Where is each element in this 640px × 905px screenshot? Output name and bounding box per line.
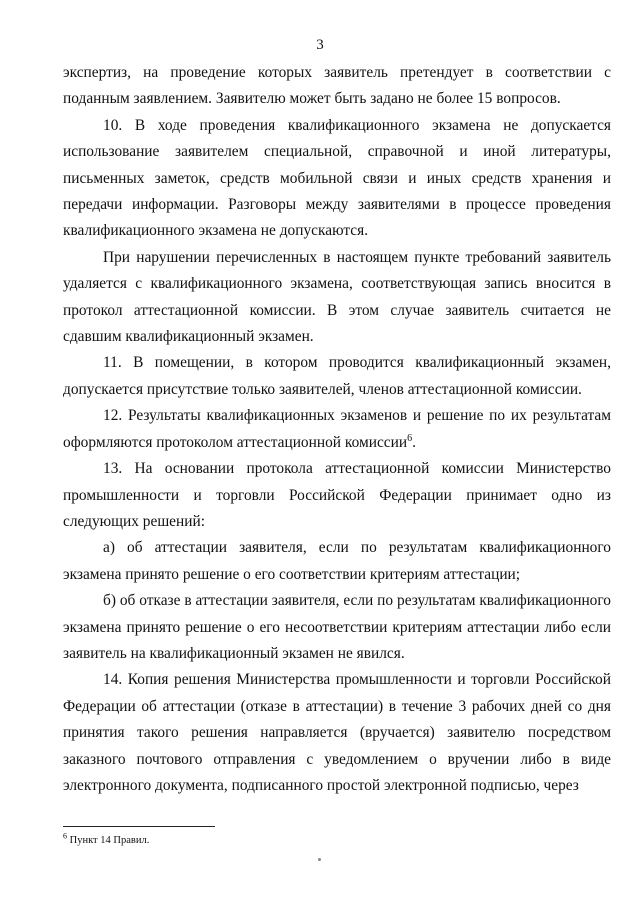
- document-body: [63, 60, 611, 799]
- paragraph-item-12: [63, 403, 611, 456]
- page-number: 3: [316, 37, 324, 53]
- footnote-mark: 6: [63, 831, 67, 841]
- paragraph-item-10: 10. В ходе проведения квалификационного экзамена не допускается использование заявителем специальной, справочной и иной литературы, письменных заметок, средств мобильной связи и иных средств хранения и передачи информации. Разговоры между заявителями в процессе проведения квалификационного экзамена не допускаются.: [63, 116, 611, 240]
- paragraph-item-12-text: 12. Результаты квалификационных экзаменов и решение по их результатам оформляются протоколом аттестационной комиссии: [63, 407, 611, 451]
- footnote: [63, 831, 150, 847]
- scan-speck: [318, 858, 321, 861]
- footnote-divider: [63, 826, 215, 827]
- paragraph-item-11: 11. В помещении, в котором проводится квалификационный экзамен, допускается присутствие только заявителей, членов аттестационной комиссии.: [63, 354, 611, 398]
- footnote-text: Пункт 14 Правил.: [67, 835, 150, 846]
- paragraph-continuation: экспертиз, на проведение которых заявитель претендует в соответствии с поданным заявлением. Заявителю может быть задано не более 15 вопросов.: [63, 64, 611, 108]
- paragraph-item-14: 14. Копия решения Министерства промышленности и торговли Российской Федерации об аттестации (отказе в аттестации) в течение 3 рабочих дней со дня принятия такого решения направляется (вручается) заявителю посредством заказного почтового отправления с уведомлением о вручении либо в виде электронного документа, подписанного простой электронной подписью, через: [63, 671, 611, 794]
- paragraph-item-12-end: .: [412, 433, 416, 451]
- paragraph-item-13b: б) об отказе в аттестации заявителя, если по результатам квалификационного экзамена принято решение о его несоответствии критериям аттестации либо если заявитель на квалификационный экзамен не явился.: [63, 592, 611, 662]
- paragraph-item-13: 13. На основании протокола аттестационной комиссии Министерство промышленности и торговли Российской Федерации принимает одно из следующих решений:: [63, 460, 611, 530]
- paragraph-item-13a: а) об аттестации заявителя, если по результатам квалификационного экзамена принято решение о его соответствии критериям аттестации;: [63, 539, 611, 583]
- paragraph-violation: При нарушении перечисленных в настоящем пункте требований заявитель удаляется с квалификационного экзамена, соответствующая запись вносится в протокол аттестационной комиссии. В этом случае заявитель считается не сдавшим квалификационный экзамен.: [63, 248, 611, 346]
- footnote-reference: 6: [407, 432, 413, 444]
